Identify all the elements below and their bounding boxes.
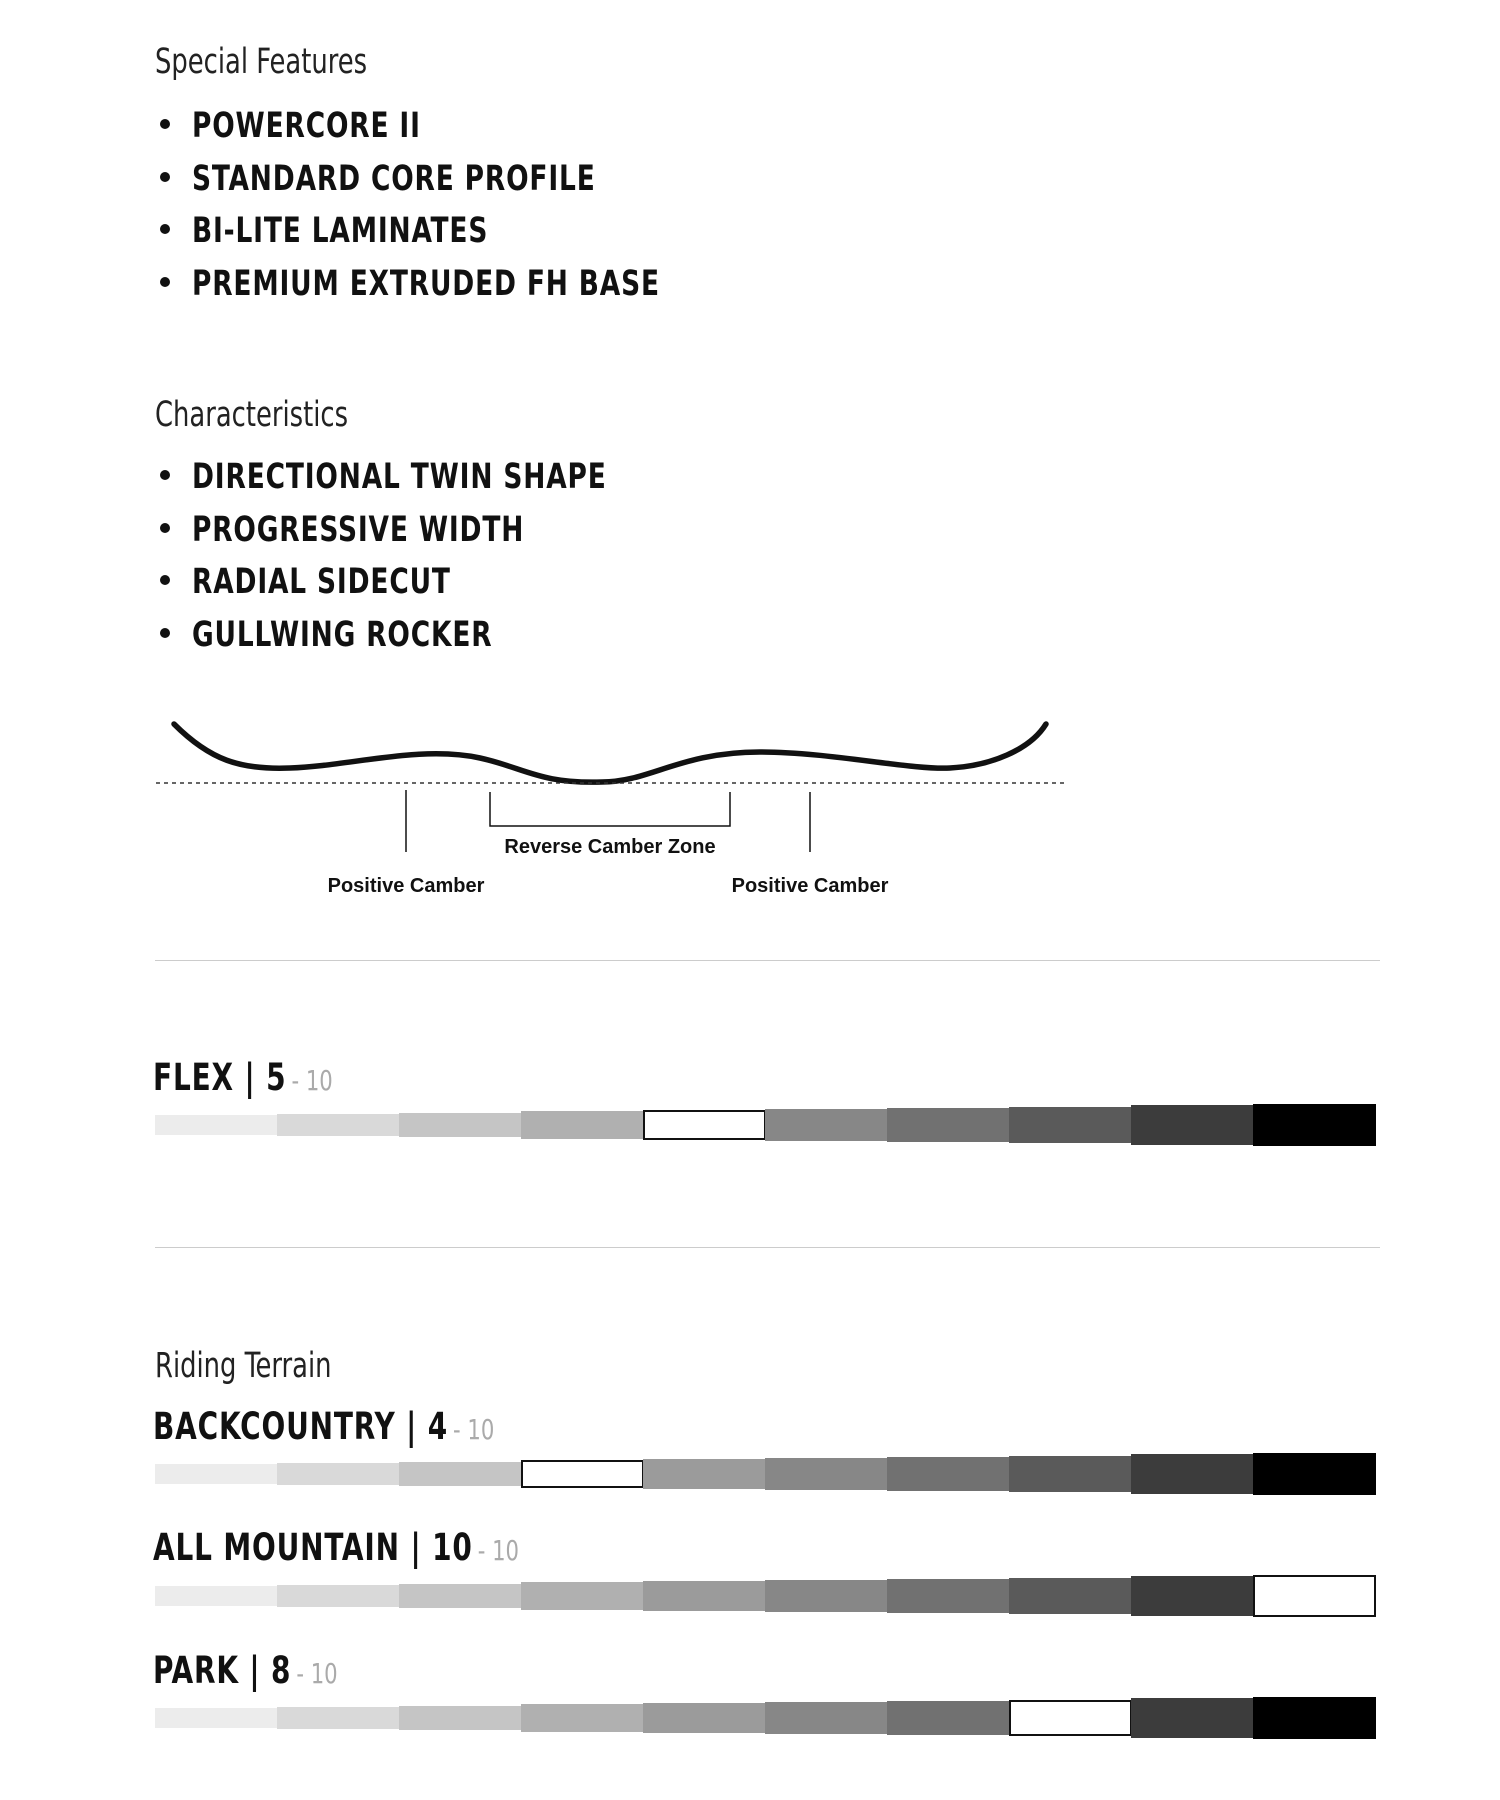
scale-segment-2 — [277, 1114, 400, 1136]
scale-segment-8 — [1009, 1456, 1132, 1493]
park-scale-bar — [155, 1697, 1375, 1739]
flex-rating-label — [153, 1056, 333, 1099]
flex-max: - 10 — [291, 1064, 333, 1097]
scale-segment-7 — [887, 1579, 1010, 1613]
bullet-icon — [160, 224, 170, 234]
scale-segment-4 — [521, 1704, 644, 1731]
park-max: - 10 — [296, 1657, 338, 1690]
scale-segment-5 — [643, 1581, 766, 1611]
scale-segment-8 — [1009, 1700, 1132, 1737]
characteristics-list — [155, 451, 686, 661]
special-features-title: Special Features — [155, 42, 368, 82]
scale-segment-8 — [1009, 1107, 1132, 1144]
special-features-list — [155, 100, 749, 310]
scale-segment-3 — [399, 1113, 522, 1138]
bullet-icon — [160, 523, 170, 533]
list-item: STANDARD CORE PROFILE — [155, 153, 749, 206]
scale-segment-3 — [399, 1706, 522, 1731]
divider — [155, 1247, 1380, 1248]
scale-segment-6 — [765, 1109, 888, 1141]
scale-segment-2 — [277, 1707, 400, 1729]
all-mountain-rating-label — [153, 1526, 519, 1569]
scale-segment-9 — [1131, 1698, 1254, 1737]
scale-segment-6 — [765, 1702, 888, 1734]
scale-segment-8 — [1009, 1578, 1132, 1615]
scale-segment-10 — [1253, 1575, 1376, 1617]
scale-segment-2 — [277, 1463, 400, 1485]
scale-segment-4 — [521, 1582, 644, 1609]
reverse-camber-label: Reverse Camber Zone — [504, 836, 716, 858]
scale-segment-9 — [1131, 1105, 1254, 1144]
bullet-icon — [160, 172, 170, 182]
scale-segment-6 — [765, 1458, 888, 1490]
list-item: PROGRESSIVE WIDTH — [155, 504, 686, 557]
park-value: PARK | 8 — [153, 1649, 292, 1692]
scale-segment-1 — [155, 1708, 278, 1728]
backcountry-value: BACKCOUNTRY | 4 — [153, 1405, 449, 1448]
backcountry-scale-bar — [155, 1453, 1375, 1495]
list-item: GULLWING ROCKER — [155, 609, 686, 662]
backcountry-rating-label — [153, 1405, 494, 1448]
scale-segment-7 — [887, 1457, 1010, 1491]
list-item: DIRECTIONAL TWIN SHAPE — [155, 451, 686, 504]
bullet-icon — [160, 575, 170, 585]
flex-scale-bar — [155, 1104, 1375, 1146]
all-mountain-value: ALL MOUNTAIN | 10 — [153, 1526, 473, 1569]
scale-segment-4 — [521, 1111, 644, 1138]
positive-camber-right-label: Positive Camber — [731, 875, 889, 897]
scale-segment-3 — [399, 1584, 522, 1609]
bullet-icon — [160, 119, 170, 129]
all-mountain-max: - 10 — [477, 1534, 519, 1567]
park-rating-label — [153, 1649, 338, 1692]
divider — [155, 960, 1380, 961]
scale-segment-3 — [399, 1462, 522, 1487]
bullet-icon — [160, 470, 170, 480]
scale-segment-9 — [1131, 1576, 1254, 1615]
scale-segment-2 — [277, 1585, 400, 1607]
list-item: RADIAL SIDECUT — [155, 556, 686, 609]
scale-segment-6 — [765, 1580, 888, 1612]
riding-terrain-title: Riding Terrain — [155, 1346, 332, 1386]
scale-segment-10 — [1253, 1697, 1376, 1739]
all-mountain-scale-bar — [155, 1575, 1375, 1617]
list-item: PREMIUM EXTRUDED FH BASE — [155, 258, 749, 311]
backcountry-max: - 10 — [453, 1413, 495, 1446]
scale-segment-1 — [155, 1115, 278, 1135]
reverse-camber-bracket — [490, 792, 730, 826]
scale-segment-7 — [887, 1108, 1010, 1142]
scale-segment-1 — [155, 1586, 278, 1606]
list-item: BI-LITE LAMINATES — [155, 205, 749, 258]
list-item: POWERCORE II — [155, 100, 749, 153]
scale-segment-10 — [1253, 1104, 1376, 1146]
characteristics-title: Characteristics — [155, 395, 349, 435]
scale-segment-7 — [887, 1701, 1010, 1735]
scale-segment-10 — [1253, 1453, 1376, 1495]
scale-segment-9 — [1131, 1454, 1254, 1493]
scale-segment-4 — [521, 1460, 644, 1487]
board-profile-curve — [174, 724, 1046, 782]
rocker-profile-diagram — [150, 700, 1080, 920]
positive-camber-left-label: Positive Camber — [327, 875, 485, 897]
bullet-icon — [160, 277, 170, 287]
bullet-icon — [160, 628, 170, 638]
scale-segment-1 — [155, 1464, 278, 1484]
scale-segment-5 — [643, 1703, 766, 1733]
scale-segment-5 — [643, 1459, 766, 1489]
flex-value: FLEX | 5 — [153, 1056, 287, 1099]
scale-segment-5 — [643, 1110, 766, 1140]
